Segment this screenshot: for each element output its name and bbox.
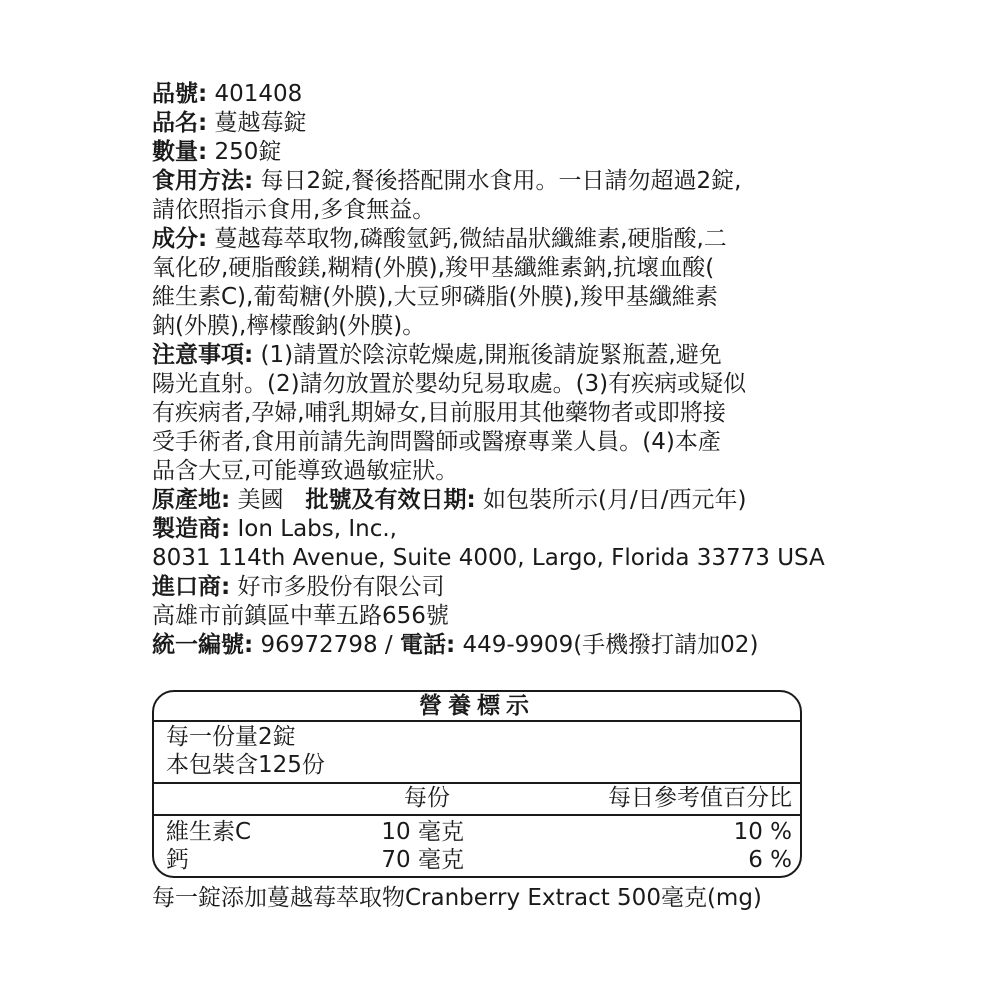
field-value: 陽光直射。(2)請勿放置於嬰幼兒易取處。(3)有疾病或疑似 xyxy=(152,371,747,397)
field-label: 食用方法: xyxy=(152,168,254,194)
field-value: 氧化矽,硬脂酸鎂,糊精(外膜),羧甲基纖維素鈉,抗壞血酸( xyxy=(152,255,715,281)
product-label xyxy=(152,80,825,660)
field-value: 品含大豆,可能導致過敏症狀。 xyxy=(152,458,459,484)
expiry-value: 如包裝所示(月/日/西元年) xyxy=(475,487,747,513)
nutrition-facts-table xyxy=(152,690,802,878)
label-line xyxy=(152,428,802,457)
field-value: 鈉(外膜),檸檬酸鈉(外膜)。 xyxy=(152,313,426,339)
nutrient-amount: 70 毫克 xyxy=(381,847,464,873)
label-line xyxy=(152,196,802,225)
label-line xyxy=(152,109,802,138)
field-value: 蔓越莓錠 xyxy=(207,110,307,136)
phone-label: 電話: xyxy=(399,632,456,658)
field-label: 數量: xyxy=(152,139,208,165)
taxid-phone-line xyxy=(152,631,802,660)
importer-line xyxy=(152,573,802,602)
label-line xyxy=(152,283,802,312)
field-value: 維生素C),葡萄糖(外膜),大豆卵磷脂(外膜),羧甲基纖維素 xyxy=(152,284,718,310)
phone-value: 449-9909(手機撥打請加02) xyxy=(455,632,759,658)
field-value: 每日2錠,餐後搭配開水食用。一日請勿超過2錠, xyxy=(253,168,742,194)
manufacturer-name: Ion Labs, Inc., xyxy=(230,516,397,542)
nutrient-amount: 10 毫克 xyxy=(381,819,464,845)
nutrient-row xyxy=(154,818,800,846)
serving-info xyxy=(166,723,325,779)
taxid-value: 96972798 / xyxy=(253,632,400,658)
field-label: 品名: xyxy=(152,110,208,136)
nutrition-title: 營養標示 xyxy=(419,693,535,719)
divider xyxy=(154,720,800,722)
label-line xyxy=(152,312,802,341)
label-line xyxy=(152,457,802,486)
importer-label: 進口商: xyxy=(152,574,231,600)
manufacturer-label: 製造商: xyxy=(152,516,231,542)
manufacturer-address: 8031 114th Avenue, Suite 4000, Largo, Florida 33773 USA xyxy=(152,545,825,571)
nutrient-percent: 6 % xyxy=(748,847,792,873)
label-line xyxy=(152,341,802,370)
label-line xyxy=(152,225,802,254)
importer-name: 好市多股份有限公司 xyxy=(230,574,445,600)
origin-label: 原產地: xyxy=(152,487,231,513)
field-label: 成分: xyxy=(152,226,208,252)
label-line xyxy=(152,80,802,109)
field-value: 有疾病者,孕婦,哺乳期婦女,目前服用其他藥物者或即將接 xyxy=(152,400,726,426)
nutrient-name: 鈣 xyxy=(166,847,189,873)
origin-expiry-line xyxy=(152,486,802,515)
field-value: 蔓越莓萃取物,磷酸氫鈣,微結晶狀纖維素,硬脂酸,二 xyxy=(207,226,727,252)
expiry-label: 批號及有效日期: xyxy=(305,487,476,513)
nutrient-row xyxy=(154,846,800,874)
importer-address: 高雄市前鎮區中華五路656號 xyxy=(152,603,449,629)
label-line xyxy=(152,370,802,399)
column-header-daily-value: 每日參考值百分比 xyxy=(608,785,792,811)
field-value: (1)請置於陰涼乾燥處,開瓶後請旋緊瓶蓋,避免 xyxy=(253,342,722,368)
label-line xyxy=(152,167,802,196)
field-value: 250錠 xyxy=(207,139,282,165)
nutrient-percent: 10 % xyxy=(733,819,792,845)
manufacturer-line xyxy=(152,515,802,544)
servings-per-pack: 本包裝含125份 xyxy=(166,752,325,778)
field-value: 受手術者,食用前請先詢問醫師或醫療專業人員。(4)本產 xyxy=(152,429,721,455)
label-line xyxy=(152,138,802,167)
field-label: 注意事項: xyxy=(152,342,254,368)
label-line xyxy=(152,254,802,283)
divider xyxy=(154,814,800,816)
origin-value: 美國 xyxy=(230,487,284,513)
taxid-label: 統一編號: xyxy=(152,632,254,658)
field-value: 401408 xyxy=(207,81,303,107)
nutrient-name: 維生素C xyxy=(166,819,252,845)
field-label: 品號: xyxy=(152,81,208,107)
column-header-per-serving: 每份 xyxy=(404,785,450,811)
field-value: 請依照指示食用,多食無益。 xyxy=(152,197,436,223)
serving-size: 每一份量2錠 xyxy=(166,724,296,750)
extract-footnote: 每一錠添加蔓越莓萃取物Cranberry Extract 500毫克(mg) xyxy=(152,885,762,911)
label-line xyxy=(152,399,802,428)
